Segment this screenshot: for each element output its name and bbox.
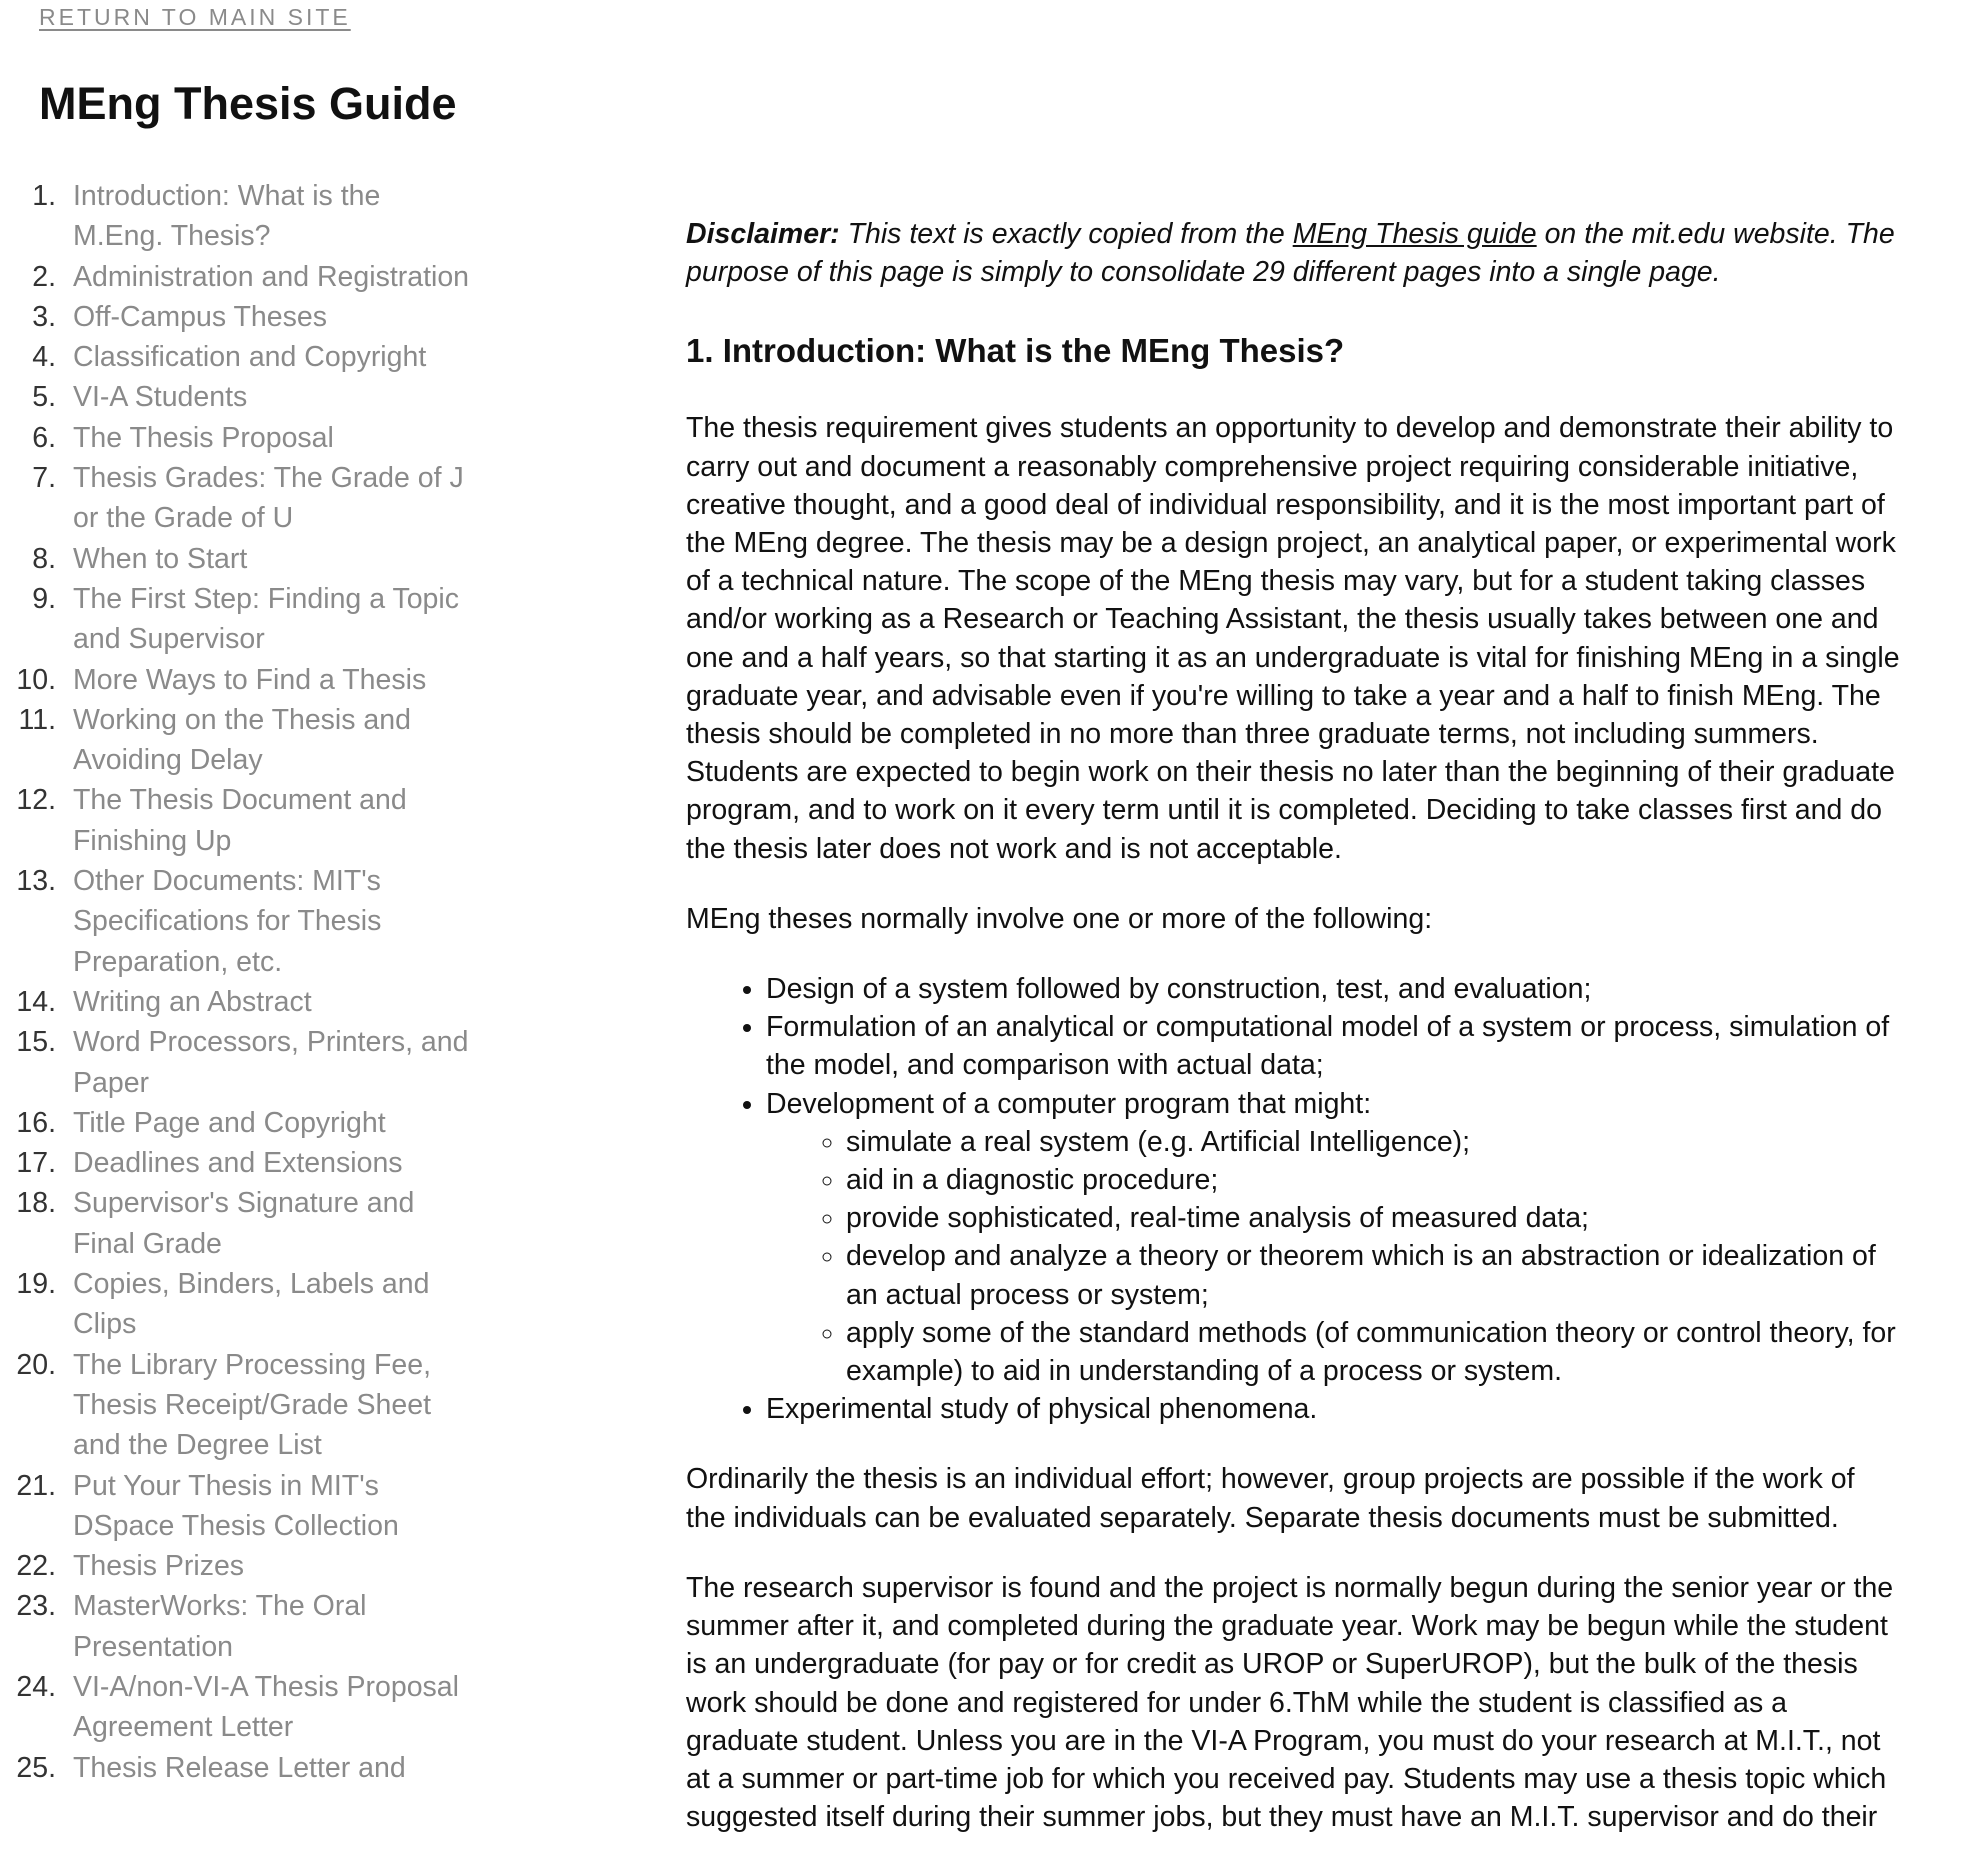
toc-item[interactable] [0,1345,470,1466]
thesis-types-list [686,970,1900,1428]
toc-link[interactable]: Put Your Thesis in MIT's DSpace Thesis Collection [73,1469,399,1542]
toc-item[interactable] [0,1264,470,1345]
toc-link[interactable]: Classification and Copyright [73,341,427,374]
toc-number: 9. [32,582,56,615]
toc-item[interactable] [0,257,470,297]
toc-number: 8. [32,542,56,575]
toc-item[interactable] [0,1466,470,1547]
toc-number: 6. [32,421,56,454]
toc-link[interactable]: More Ways to Find a Thesis [73,663,427,696]
toc-item[interactable] [0,458,470,539]
section-heading: 1. Introduction: What is the MEng Thesis? [686,332,1345,370]
toc-number: 10. [16,663,56,696]
toc-number: 25. [16,1751,56,1784]
toc-number: 13. [16,865,56,898]
toc-number: 1. [32,180,56,212]
toc-number: 14. [16,985,56,1018]
toc-link[interactable]: The Library Processing Fee, Thesis Receipt/Grade Sheet and the Degree List [73,1348,432,1462]
disclaimer-text: This text is exactly copied from the [839,218,1293,250]
toc-link[interactable]: VI-A Students [73,381,248,414]
sub-list-item: ◦ apply some of the standard methods (of communication theory or control theory, for example) to aid in understanding of a process or system. [846,1314,1900,1390]
toc-number: 12. [16,784,56,817]
toc-link[interactable]: Deadlines and Extensions [73,1147,403,1180]
disclaimer-label: Disclaimer: [686,218,840,250]
toc-number: 4. [32,341,56,374]
toc-number: 3. [32,300,56,333]
table-of-contents [0,176,470,1788]
toc-link[interactable]: Thesis Release Letter and [73,1751,406,1784]
toc-item[interactable] [0,418,470,458]
sub-list-item: ◦ provide sophisticated, real-time analysis of measured data; [846,1199,1900,1237]
intro-paragraph: The thesis requirement gives students an opportunity to develop and demonstrate their ability to carry out and document a reasonably comprehensive project requiring considerable initiative, creative thought, and a good deal of individual responsibility, and it is the most important part of the MEng degree. The thesis may be a design project, an analytical paper, or experimental work of a technical nature. The scope of the MEng thesis may vary, but for a student taking classes and/or working as a Research or Teaching Assistant, the thesis usually takes between one and one and a half years, so that starting it as an undergraduate is vital for finishing MEng in a single graduate year, and advisable even if you're willing to take a year and a half to finish MEng. The thesis should be completed in no more than three graduate terms, not including summers. Students are expected to begin work on their thesis no later than the beginning of their graduate program, and to work on it every term until it is completed. Deciding to take classes first and do the thesis later does not work and is not acceptable. [686,412,1900,865]
disclaimer-text: on the mit.edu website. The purpose of this page is simply to consolidate 29 different pages into a single page. [686,218,1895,289]
toc-item[interactable] [0,982,470,1022]
toc-link[interactable]: Word Processors, Printers, and Paper [73,1026,469,1099]
toc-number: 24. [16,1670,56,1703]
sub-list-item: ◦ simulate a real system (e.g. Artificial Intelligence); [846,1123,1900,1161]
toc-item[interactable] [0,337,470,377]
toc-item[interactable] [0,1748,470,1788]
main-content [686,215,1900,1868]
list-item: • Experimental study of physical phenomena. [766,1390,1900,1428]
site-title: MEng Thesis Guide [39,78,457,129]
sub-list-item: ◦ aid in a diagnostic procedure; [846,1161,1900,1199]
list-intro-paragraph: MEng theses normally involve one or more of the following: [686,902,1433,935]
toc-item[interactable] [0,1103,470,1143]
supervisor-paragraph: The research supervisor is found and the project is normally begun during the senior year or the summer after it, and completed during the graduate year. Work may be begun while the student is an undergraduate (for pay or for credit as UROP or SuperUROP), but the bulk of the thesis work should be done and registered for under 6.ThM while the student is classified as a graduate student. Unless you are in the VI-A Program, you must do your research at M.I.T., not at a summer or part-time job for which you received pay. Students may use a thesis topic which suggested itself during their summer jobs, but they must have an M.I.T. supervisor and do their [686,1571,1894,1834]
toc-link[interactable]: Writing an Abstract [73,985,312,1018]
toc-number: 22. [16,1550,56,1583]
toc-item[interactable] [0,1667,470,1748]
disclaimer [686,215,1900,291]
toc-item[interactable] [0,660,470,700]
toc-item[interactable] [0,1022,470,1103]
sub-list-item: ◦ develop and analyze a theory or theorem which is an abstraction or idealization of an actual process or system; [846,1237,1900,1313]
toc-number: 19. [16,1268,56,1301]
list-item: • Design of a system followed by construction, test, and evaluation; [766,970,1900,1008]
toc-number: 5. [32,381,56,414]
toc-link[interactable]: MasterWorks: The Oral Presentation [73,1590,367,1663]
toc-link[interactable]: The First Step: Finding a Topic and Supervisor [73,582,459,656]
toc-link[interactable]: Thesis Grades: The Grade of J or the Grade of U [73,462,464,535]
toc-number: 16. [16,1106,56,1139]
toc-item[interactable] [0,297,470,337]
toc-number: 18. [16,1187,56,1220]
group-projects-paragraph: Ordinarily the thesis is an individual effort; however, group projects are possible if the work of the individuals can be evaluated separately. Separate thesis documents must be submitted. [686,1463,1855,1534]
toc-item[interactable] [0,377,470,417]
toc-item[interactable] [0,579,470,660]
toc-number: 11. [18,703,56,736]
toc-link[interactable]: VI-A/non-VI-A Thesis Proposal Agreement Letter [73,1670,459,1744]
toc-link[interactable]: Working on the Thesis and Avoiding Delay [73,703,411,777]
toc-item[interactable] [0,1546,470,1586]
toc-number: 17. [16,1147,56,1180]
toc-link[interactable]: Supervisor's Signature and Final Grade [73,1187,415,1260]
toc-link[interactable]: Administration and Registration [73,260,470,293]
toc-item[interactable] [0,1586,470,1667]
toc-link[interactable]: Title Page and Copyright [73,1106,386,1139]
list-item-text: Development of a computer program that might: [766,1087,1372,1120]
list-item [766,1085,1900,1391]
toc-link[interactable]: The Thesis Proposal [73,421,334,454]
sub-list [766,1123,1900,1390]
toc-number: 7. [32,462,56,495]
toc-number: 2. [32,260,56,293]
toc-number: 15. [16,1026,56,1059]
toc-item[interactable] [0,700,470,781]
toc-link[interactable]: When to Start [73,542,248,575]
toc-link[interactable]: Copies, Binders, Labels and Clips [73,1268,430,1341]
toc-item[interactable] [0,1183,470,1264]
toc-link[interactable]: The Thesis Document and Finishing Up [73,784,407,857]
toc-item[interactable] [0,176,470,257]
toc-number: 23. [16,1590,56,1623]
toc-link[interactable]: Off-Campus Theses [73,300,327,333]
toc-number: 21. [16,1469,56,1502]
list-item: • Formulation of an analytical or computational model of a system or process, simulation of the model, and comparison with actual data; [766,1008,1900,1084]
toc-item[interactable] [0,1143,470,1183]
toc-link[interactable]: Thesis Prizes [73,1550,245,1583]
meng-thesis-guide-link[interactable]: MEng Thesis guide [1292,218,1537,250]
return-to-main-site-link[interactable]: RETURN TO MAIN SITE [39,4,351,30]
toc-link[interactable]: Other Documents: MIT's Specifications for Thesis Preparation, etc. [73,865,382,978]
toc-item[interactable] [0,780,470,861]
toc-item[interactable] [0,539,470,579]
toc-number: 20. [16,1348,56,1381]
toc-link[interactable]: Introduction: What is the M.Eng. Thesis? [73,180,381,253]
toc-item[interactable] [0,861,470,982]
